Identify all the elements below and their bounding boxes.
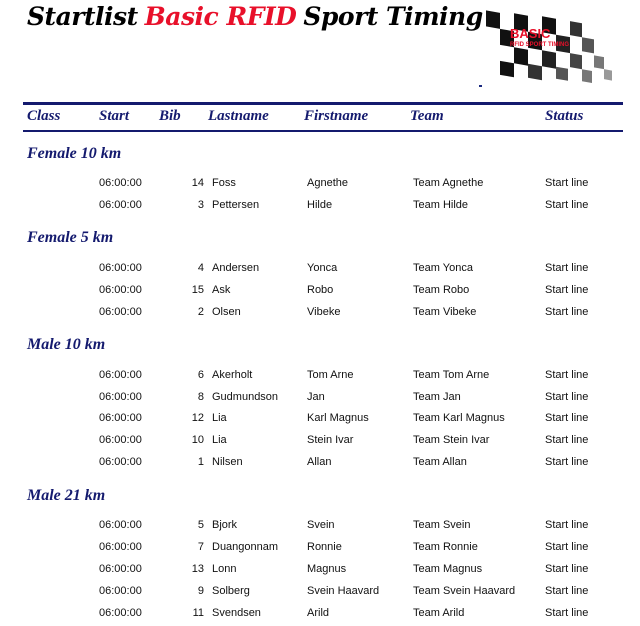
cell-bib: 6: [197, 369, 204, 381]
cell-status: Start line: [545, 607, 589, 619]
cell-lastname: Lonn: [212, 563, 237, 575]
cell-status: Start line: [545, 519, 589, 531]
cell-start: 06:00:00: [99, 434, 142, 446]
cell-start: 06:00:00: [99, 199, 142, 211]
cell-lastname: Pettersen: [212, 199, 260, 211]
cell-firstname: Robo: [307, 284, 334, 296]
cell-status: Start line: [545, 456, 589, 468]
cell-bib: 9: [197, 585, 204, 597]
cell-firstname: Ronnie: [307, 541, 342, 553]
checkered-flag-logo: [484, 0, 616, 90]
table-row: [0, 366, 640, 386]
cell-status: Start line: [545, 262, 589, 274]
small-link-mark: [479, 85, 482, 87]
cell-status: Start line: [545, 434, 589, 446]
cell-lastname: Akerholt: [212, 369, 253, 381]
cell-lastname: Bjork: [212, 519, 238, 531]
group-title: Male 10 km: [27, 336, 106, 353]
cell-status: Start line: [545, 306, 589, 318]
cell-firstname: Svein: [307, 519, 335, 531]
cell-team: Team Karl Magnus: [413, 412, 505, 424]
cell-firstname: Allan: [307, 456, 332, 468]
col-header-lastname: Lastname: [208, 108, 269, 124]
cell-start: 06:00:00: [99, 607, 142, 619]
cell-bib: 12: [191, 412, 204, 424]
cell-bib: 7: [197, 541, 204, 553]
cell-firstname: Jan: [307, 391, 325, 403]
cell-lastname: Ask: [212, 284, 231, 296]
cell-team: Team Agnethe: [413, 177, 484, 189]
group-title: Female 10 km: [27, 145, 122, 162]
cell-firstname: Arild: [307, 607, 330, 619]
cell-team: Team Yonca: [413, 262, 473, 274]
cell-status: Start line: [545, 369, 589, 381]
cell-start: 06:00:00: [99, 585, 142, 597]
cell-team: Team Vibeke: [413, 306, 477, 318]
group-title: Male 21 km: [27, 487, 106, 504]
cell-firstname: Karl Magnus: [307, 412, 369, 424]
cell-lastname: Svendsen: [212, 607, 261, 619]
cell-team: Team Allan: [413, 456, 467, 468]
cell-bib: 14: [191, 177, 204, 189]
cell-bib: 3: [197, 199, 204, 211]
cell-team: Team Hilde: [413, 199, 469, 211]
col-header-status: Status: [545, 108, 584, 124]
cell-firstname: Hilde: [307, 199, 333, 211]
table-row: [0, 259, 640, 279]
cell-bib: 10: [191, 434, 204, 446]
cell-start: 06:00:00: [99, 563, 142, 575]
col-header-bib: Bib: [159, 108, 181, 124]
cell-bib: 5: [197, 519, 204, 531]
table-row: [0, 281, 640, 301]
cell-team: Team Svein Haavard: [413, 585, 516, 597]
title-brand: Basic RFID: [144, 2, 297, 31]
logo-text-main: BASIC: [510, 26, 551, 41]
group-title: Female 5 km: [27, 229, 114, 246]
cell-bib: 11: [192, 607, 204, 619]
cell-bib: 1: [197, 456, 204, 468]
table-row: [0, 303, 640, 323]
table-row: [0, 388, 640, 408]
logo-text-sub: RFID SPORT TIMING: [510, 42, 569, 48]
cell-bib: 4: [197, 262, 204, 274]
cell-lastname: Lia: [212, 434, 227, 446]
cell-lastname: Lia: [212, 412, 227, 424]
table-row: [0, 582, 640, 602]
table-row: [0, 453, 640, 473]
cell-bib: 8: [197, 391, 204, 403]
table-row: [0, 196, 640, 216]
cell-team: Team Ronnie: [413, 541, 478, 553]
table-row: [0, 174, 640, 194]
cell-start: 06:00:00: [99, 412, 142, 424]
cell-lastname: Foss: [212, 177, 236, 189]
cell-status: Start line: [545, 391, 589, 403]
cell-start: 06:00:00: [99, 391, 142, 403]
cell-firstname: Tom Arne: [307, 369, 354, 381]
header-rule-bottom: [23, 130, 623, 132]
cell-start: 06:00:00: [99, 262, 142, 274]
table-row: [0, 538, 640, 558]
page-title: [27, 2, 483, 31]
cell-lastname: Nilsen: [212, 456, 243, 468]
cell-bib: 13: [191, 563, 204, 575]
table-row: [0, 409, 640, 429]
cell-team: Team Stein Ivar: [413, 434, 490, 446]
cell-team: Team Magnus: [413, 563, 483, 575]
cell-lastname: Andersen: [212, 262, 260, 274]
cell-firstname: Stein Ivar: [307, 434, 354, 446]
cell-status: Start line: [545, 412, 589, 424]
cell-start: 06:00:00: [99, 284, 142, 296]
cell-status: Start line: [545, 585, 589, 597]
cell-status: Start line: [545, 199, 589, 211]
table-row: [0, 516, 640, 536]
cell-start: 06:00:00: [99, 177, 142, 189]
table-row: [0, 604, 640, 624]
cell-firstname: Svein Haavard: [307, 585, 380, 597]
col-header-firstname: Firstname: [304, 108, 369, 124]
cell-team: Team Jan: [413, 391, 461, 403]
cell-status: Start line: [545, 541, 589, 553]
cell-bib: 2: [197, 306, 204, 318]
cell-start: 06:00:00: [99, 541, 142, 553]
cell-start: 06:00:00: [99, 456, 142, 468]
cell-lastname: Solberg: [212, 585, 250, 597]
cell-team: Team Svein: [413, 519, 471, 531]
cell-team: Team Tom Arne: [413, 369, 490, 381]
cell-lastname: Duangonnam: [212, 541, 279, 553]
title-startlist: Startlist: [27, 2, 138, 31]
col-header-start: Start: [99, 108, 130, 124]
cell-status: Start line: [545, 177, 589, 189]
cell-team: Team Arild: [413, 607, 465, 619]
cell-firstname: Agnethe: [307, 177, 348, 189]
col-header-class: Class: [27, 108, 61, 124]
cell-status: Start line: [545, 284, 589, 296]
cell-lastname: Gudmundson: [212, 391, 279, 403]
table-row: [0, 431, 640, 451]
cell-firstname: Vibeke: [307, 306, 341, 318]
header-rule-top: [23, 102, 623, 105]
cell-start: 06:00:00: [99, 519, 142, 531]
table-row: [0, 560, 640, 580]
cell-firstname: Yonca: [307, 262, 338, 274]
cell-status: Start line: [545, 563, 589, 575]
cell-firstname: Magnus: [307, 563, 347, 575]
cell-team: Team Robo: [413, 284, 470, 296]
title-sport-timing: Sport Timing: [303, 2, 483, 31]
col-header-team: Team: [410, 108, 444, 124]
cell-bib: 15: [191, 284, 204, 296]
cell-lastname: Olsen: [212, 306, 241, 318]
cell-start: 06:00:00: [99, 306, 142, 318]
cell-start: 06:00:00: [99, 369, 142, 381]
